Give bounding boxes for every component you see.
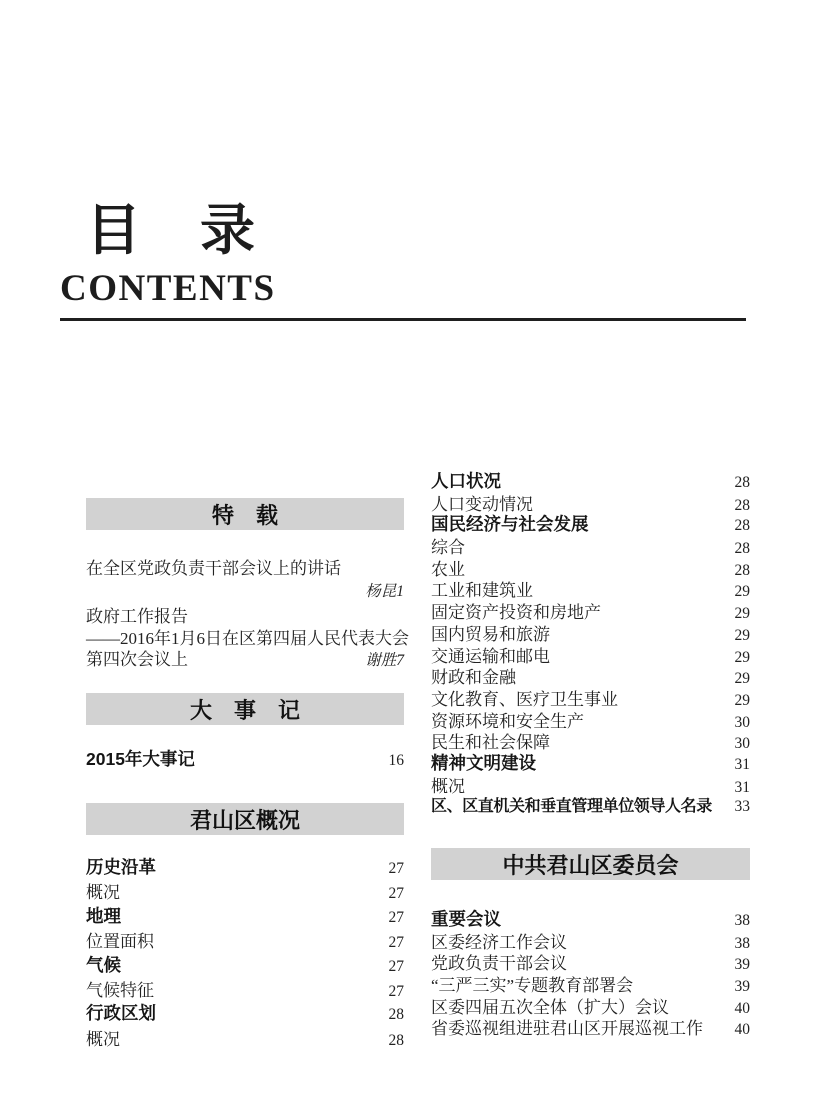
toc-entry-page: 28 (734, 561, 750, 579)
toc-entry-title: 人口状况 (431, 471, 501, 491)
section-header-label: 君山区概况 (189, 807, 300, 833)
toc-entry (86, 927, 404, 951)
toc-entry-page: 31 (734, 778, 750, 796)
toc-entry (431, 928, 750, 950)
toc-entry-title: 精神文明建设 (431, 752, 536, 773)
toc-entry (431, 993, 750, 1015)
page-title-chinese: 目 录 (86, 200, 258, 261)
toc-entry-page: 40 (734, 999, 750, 1017)
toc-entry-title: 重要会议 (431, 909, 501, 929)
overview-left-list (86, 854, 404, 1049)
toc-entry-title: 交通运输和邮电 (431, 646, 550, 666)
toc-entry-page: 39 (734, 978, 750, 996)
toc-entry-page: 29 (734, 605, 750, 623)
toc-entry-title: 人口变动情况 (431, 494, 533, 514)
toc-entry-title: 概况 (86, 1029, 120, 1049)
toc-entry-page: 28 (388, 1031, 404, 1049)
toc-entry-page: 30 (734, 735, 750, 753)
toc-entry-page: 27 (388, 860, 404, 877)
toc-entry-page: 29 (734, 648, 750, 666)
toc-entry-title: 区委经济工作会议 (431, 932, 567, 952)
toc-entry (431, 728, 750, 753)
toc-entry-page: 29 (734, 670, 750, 688)
toc-entry (431, 949, 750, 974)
overview-right-list (431, 468, 750, 815)
toc-entry (431, 1014, 750, 1039)
toc-entry (431, 971, 750, 996)
toc-entry-title: 概况 (431, 776, 465, 796)
toc-entry-page: 27 (388, 885, 404, 903)
toc-entry-title: 国民经济与社会发展 (431, 514, 589, 535)
toc-entry-title: 省委巡视组进驻君山区开展巡视工作 (431, 1019, 703, 1039)
special-item-title: 政府工作报告 (86, 607, 188, 626)
toc-entry-title: 行政区划 (86, 1003, 156, 1024)
toc-entry-page: 28 (734, 496, 750, 514)
toc-entry (86, 952, 404, 976)
toc-entry-title: 综合 (431, 538, 465, 558)
toc-entry (86, 854, 404, 878)
special-item-title: 在全区党政负责干部会议上的讲话 (86, 559, 341, 578)
section-header-events (86, 693, 404, 725)
section-header-party-committee (431, 848, 750, 880)
toc-entry-page: 40 (734, 1021, 750, 1039)
toc-entry-title: 位置面积 (86, 932, 154, 952)
toc-entry-title: 民生和社会保障 (431, 733, 550, 753)
toc-entry-title: 地理 (86, 905, 121, 926)
toc-entry-page: 38 (734, 912, 750, 929)
toc-entry-page: 28 (734, 517, 750, 535)
toc-entry-page: 29 (734, 691, 750, 709)
toc-entry-title: 区委四届五次全体（扩大）会议 (431, 997, 669, 1017)
toc-entry-title: “三严三实”专题教育部署会 (431, 976, 634, 996)
title-divider-rule (60, 318, 746, 321)
toc-entry-title: 气候特征 (86, 980, 154, 1000)
toc-entry-title: 工业和建筑业 (431, 581, 533, 601)
toc-entry-page: 38 (734, 934, 750, 952)
toc-entry (431, 576, 750, 601)
toc-entry-title: 财政和金融 (431, 668, 516, 688)
toc-entry-title: 资源环境和安全生产 (431, 711, 584, 731)
toc-entry (431, 906, 750, 928)
special-item-author: 谢胜7 (365, 652, 404, 669)
section-header-special (86, 498, 404, 530)
toc-entry-title: 文化教育、医疗卫生事业 (431, 689, 618, 709)
toc-entry-title: 历史沿革 (86, 857, 156, 877)
toc-entry-page: 31 (734, 755, 750, 773)
toc-entry-title: 国内贸易和旅游 (431, 624, 550, 644)
toc-entry (431, 642, 750, 664)
special-item-subtitle: ——2016年1月6日在区第四届人民代表大会 (86, 629, 409, 648)
special-item-row (86, 645, 404, 670)
toc-entry (431, 468, 750, 490)
toc-entry (431, 511, 750, 533)
toc-entry-page: 27 (388, 908, 404, 926)
toc-entry (431, 685, 750, 707)
toc-entry-page: 28 (734, 474, 750, 491)
toc-entry-page: 28 (388, 1006, 404, 1024)
toc-entry (431, 750, 750, 772)
section-header-label: 大 事 记 (189, 697, 300, 723)
toc-entry-page: 30 (734, 713, 750, 731)
toc-entry-page: 27 (388, 934, 404, 952)
toc-entry-title: 区、区直机关和垂直管理单位领导人名录 (431, 798, 712, 816)
section-header-label: 中共君山区委员会 (502, 852, 679, 878)
toc-entry (431, 663, 750, 688)
toc-entry-page: 27 (388, 982, 404, 1000)
toc-entry-title: 固定资产投资和房地产 (431, 603, 601, 623)
toc-entry (86, 1025, 404, 1049)
toc-entry-title: 党政负责干部会议 (431, 954, 567, 974)
special-item-author: 杨昆1 (365, 583, 404, 600)
toc-entry (86, 976, 404, 1000)
toc-entry (86, 1000, 404, 1024)
toc-entry-title: 气候 (86, 954, 121, 975)
toc-entry-title: 农业 (431, 559, 465, 579)
toc-entry (86, 903, 404, 927)
toc-entry-page: 29 (734, 626, 750, 644)
toc-entry (431, 490, 750, 512)
toc-entry-title: 2015年大事记 (86, 749, 195, 769)
toc-entry (431, 598, 750, 623)
party-list (431, 906, 750, 1039)
toc-entry-page: 16 (388, 752, 404, 769)
toc-entry-page: 28 (734, 540, 750, 558)
toc-entry-title: 概况 (86, 883, 120, 903)
toc-entry (431, 793, 750, 815)
section-header-overview (86, 803, 404, 835)
toc-entry (86, 878, 404, 902)
toc-entry (86, 746, 404, 770)
special-item-subtitle-2: 第四次会议上 (86, 650, 188, 669)
toc-entry-page: 33 (734, 798, 750, 816)
toc-entry-page: 29 (734, 583, 750, 601)
section-header-label: 特 载 (211, 502, 278, 528)
toc-entry-page: 39 (734, 956, 750, 974)
toc-entry (431, 555, 750, 577)
page-title-english: CONTENTS (60, 268, 276, 309)
toc-entry-page: 27 (388, 957, 404, 975)
